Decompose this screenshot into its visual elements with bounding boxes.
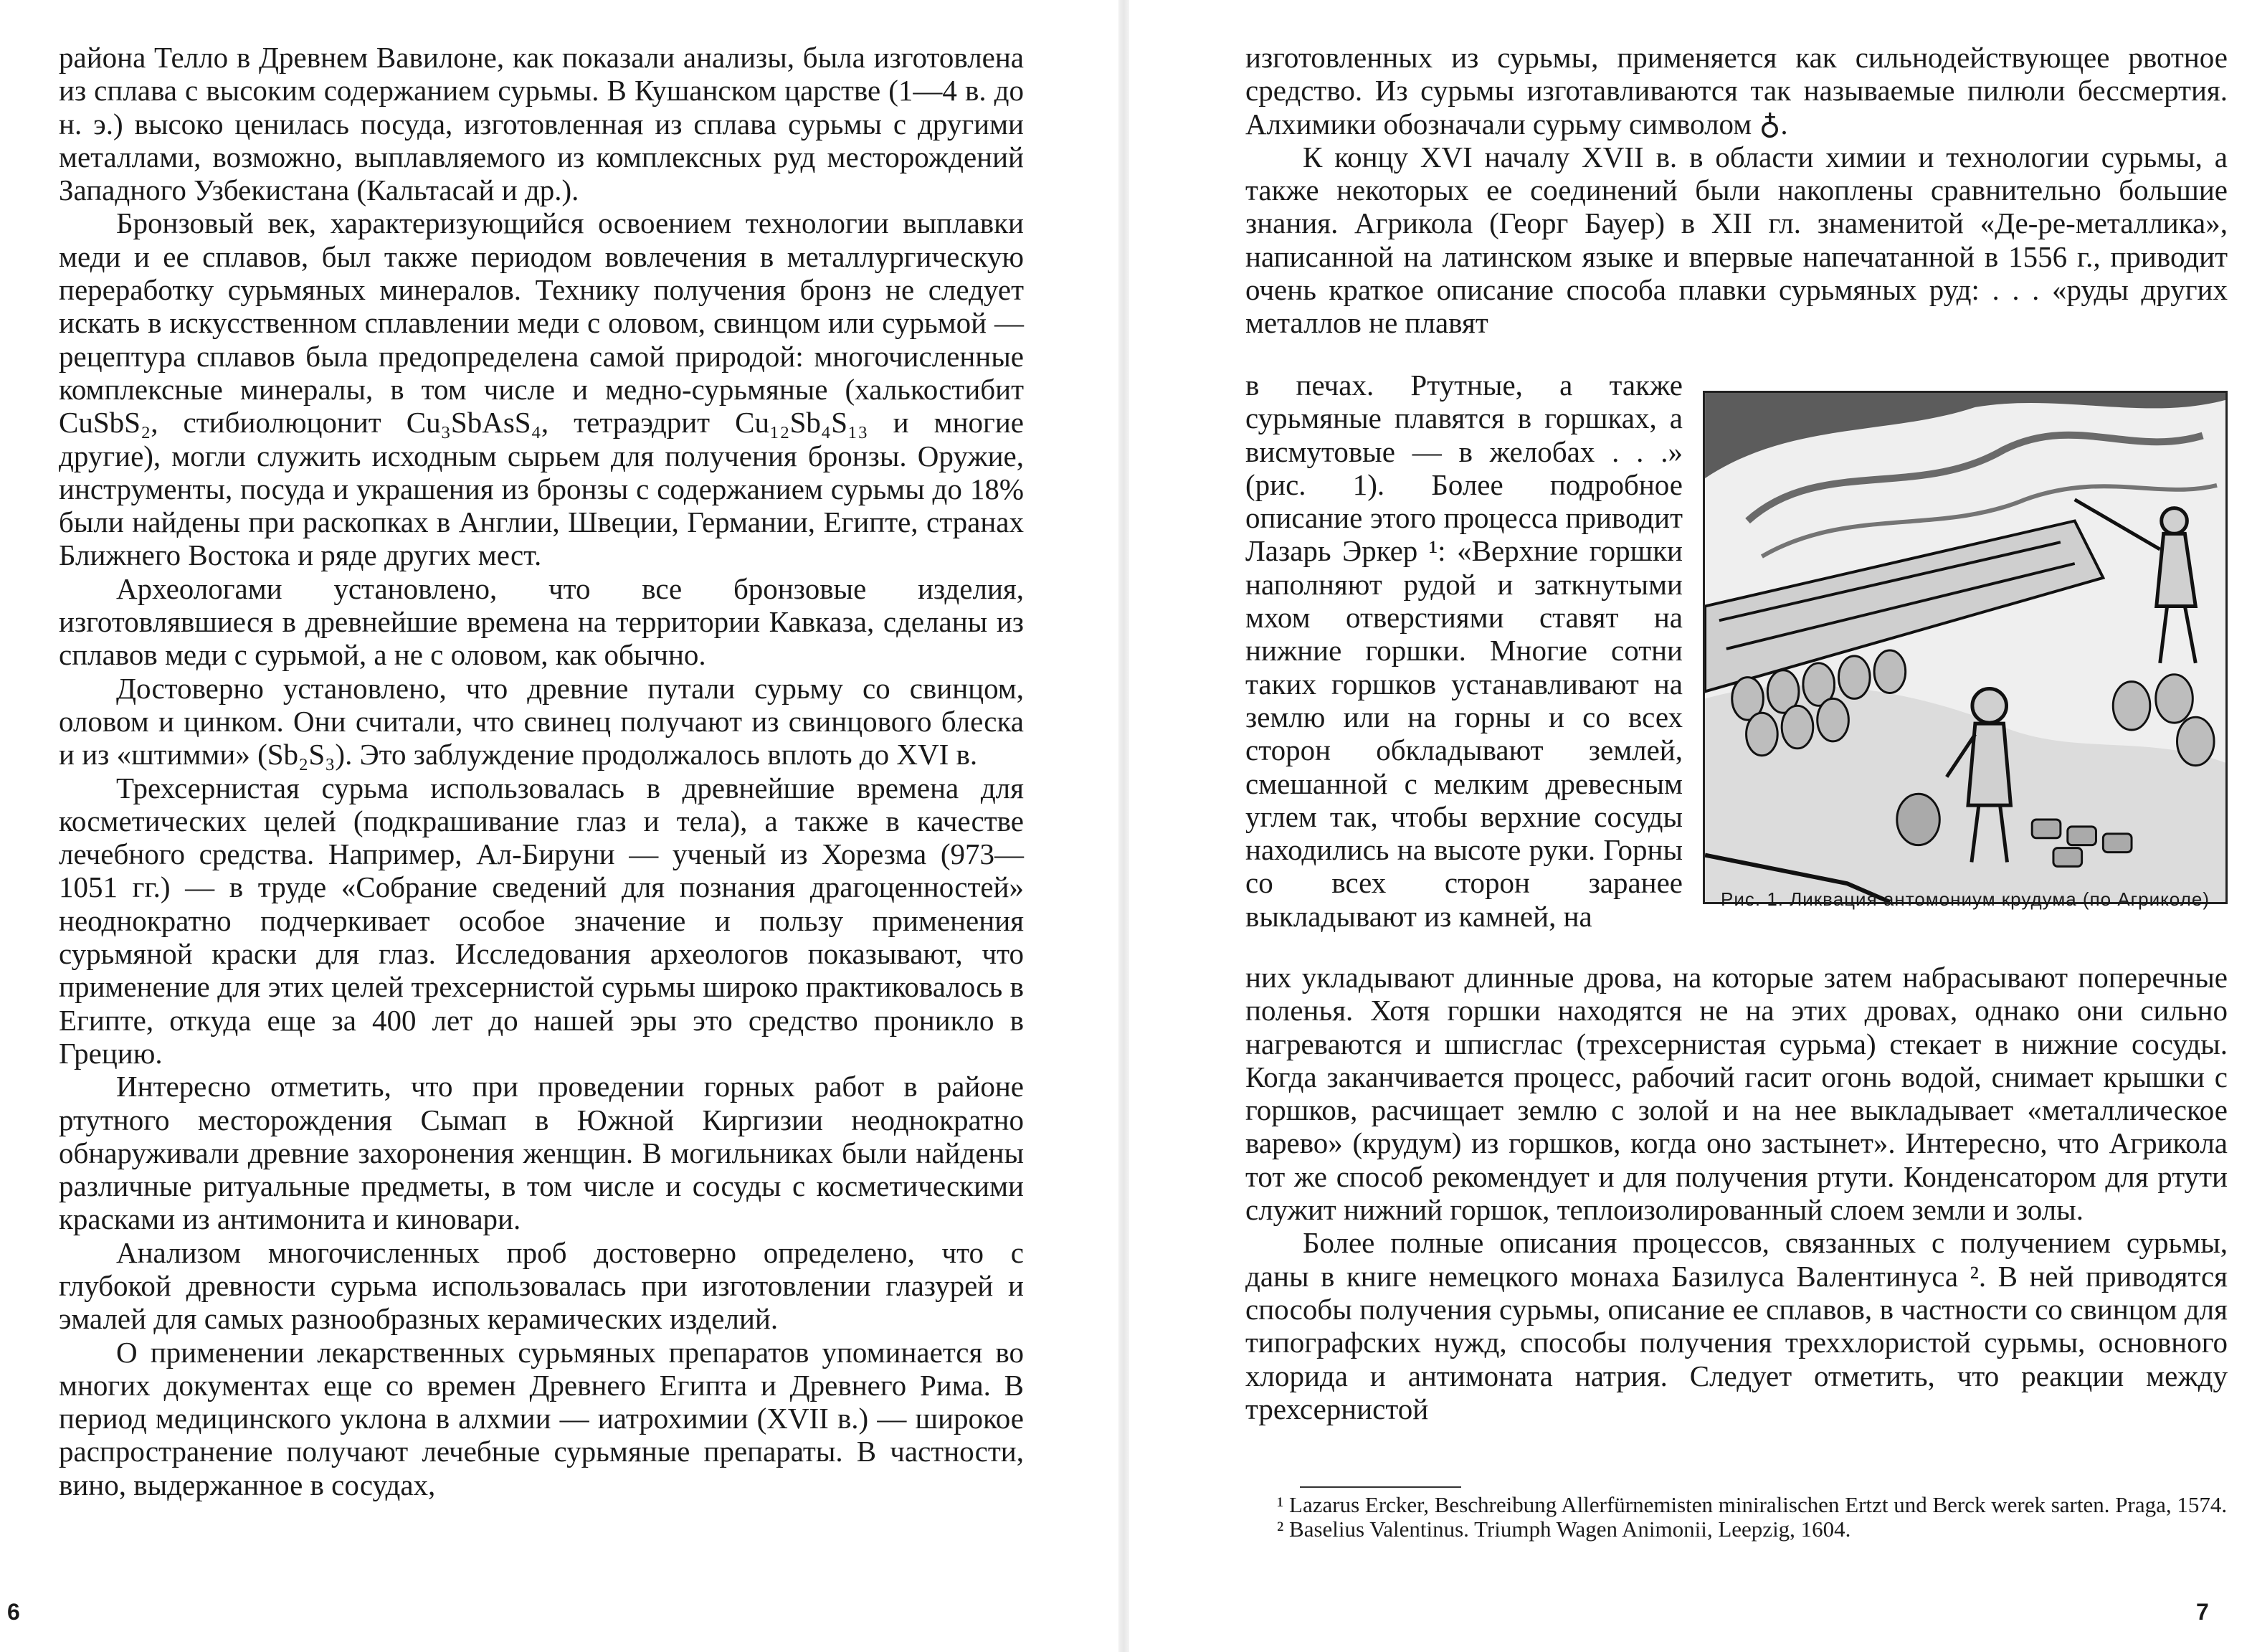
page-number: 6 [7,1599,20,1625]
right-page-bottom-text [1245,961,2228,1425]
paragraph: Достоверно установлено, что древние путали сурьму со свинцом, оловом и цинком. Они считали, что свинец получают из свинцового блеска и из «штимми» (Sb₂S₃). Это заблуждение продолжалось вплоть до XVI в. [59,671,1024,772]
right-page-top-text [1245,41,2228,340]
woodcut-image [1705,393,2225,902]
footnote: ² Baselius Valentinus. Triumph Wagen Animonii, Leepzig, 1604. [1277,1516,1851,1542]
footnote: ¹ Lazarus Ercker, Beschreibung Allerfürnemisten miniralischen Ertzt und Berck werek sarten. Praga, 1574. [1277,1492,2228,1517]
footnote-separator [1300,1486,1461,1488]
paragraph: в печах. Ртутные, а также сурьмяные плавятся в горшках, а висмутовые — в желобах . . .» (рис. 1). Более подробное описание этого процесса приводит Лазарь Эркер ¹: «Верхние горшки наполняют рудой и заткнутыми мхом отверстиями ставят на нижние горшки. Многие сотни таких горшков устанавливают на землю или на горны и со всех сторон обкладывают землей, смешанной с мелким древесным углем так, чтобы верхние сосуды находились на высоте руки. Горны со всех сторон заранее выкладывают из камней, на [1245,369,1683,933]
paragraph: Бронзовый век, характеризующийся освоением технологии выплавки меди и ее сплавов, был также периодом вовлечения в металлургическую переработку сурьмяных минералов. Технику получения бронз не следует искать в искусственном сплавлении меди с оловом, свинцом или сурьмой — рецептура сплавов была предопределена самой природой: многочисленные комплексные минералы, в том числе и медно-сурьмяные (халькостибит CuSbS₂, стибиолюцонит Cu₃SbAsS₄, тетраэдрит Cu₁₂Sb₄S₁₃ и многие другие), могли служить исходным сырьем для получения бронзы. Оружие, инструменты, посуда и украшения из бронзы с содержанием сурьмы до 18% были найдены при раскопках в Англии, Швеции, Германии, Египте, странах Ближнего Востока и ряде других мест. [59,206,1024,572]
right-page [1129,0,2252,1652]
left-page [0,0,1118,1652]
paragraph: Анализом многочисленных проб достоверно определено, что с глубокой древности сурьма использовалась при изготовлении глазурей и эмалей для самых разнообразных керамических изделий. [59,1235,1024,1336]
figure-woodcut-illustration [1703,391,2228,904]
figure-caption: Рис. 1. Ликвация антомониум крудума (по Агриколе) [1721,888,2210,910]
paragraph: них укладывают длинные дрова, на которые затем набрасывают поперечные поленья. Хотя горшки находятся не на этих дровах, однако они сильно нагреваются и шписглас (трехсернистая сурьма) стекает в нижние сосуды. Когда заканчивается процесс, рабочий гасит огонь водой, снимает крышки с горшков, расчищает землю с золой и на нее выкладывает «металлическое варево» (крудум) из горшков, когда оно застынет». Интересно, что Агрикола тот же способ рекомендует и для получения ртути. Конденсатором для ртути служит нижний горшок, теплоизолированный слоем земли и золы. [1245,961,2228,1227]
page-number: 7 [2196,1599,2209,1625]
footnotes [1245,1493,2228,1542]
paragraph: Трехсернистая сурьма использовалась в древнейшие времена для косметических целей (подкрашивание глаз и тела), а также в качестве лечебного средства. Например, Ал-Бируни — ученый из Хорезма (973—1051 гг.) — в труде «Собрание сведений для познания драгоценностей» неоднократно подчеркивает особое значение и пользу применения сурьмяной краски для глаз. Исследования археологов показывают, что применение для этих целей трехсернистой сурьмы широко практиковалось в Египте, откуда еще за 400 лет до нашей эры это средство проникло в Грецию. [59,771,1024,1070]
paragraph: изготовленных из сурьмы, применяется как сильнодействующее рвотное средство. Из сурьмы изготавливаются так называемые пилюли бессмертия. Алхимики обозначали сурьму символом ♁. [1245,41,2228,141]
paragraph: Археологами установлено, что все бронзовые изделия, изготовлявшиеся в древнейшие времена на территории Кавказа, сделаны из сплавов меди с сурьмой, а не с оловом, как обычно. [59,571,1024,672]
paragraph: К концу XVI началу XVII в. в области химии и технологии сурьмы, а также некоторых ее соединений были накоплены сравнительно большие знания. Агрикола (Георг Бауер) в XII гл. знаменитой «Де-ре-металлика», написанной на латинском языке и впервые напечатанной в 1556 г., приводит очень краткое описание способа плавки сурьмяных руд: . . . «руды других металлов не плавят [1245,140,2228,340]
paragraph: Более полные описания процессов, связанных с получением сурьмы, даны в книге немецкого монаха Базилуса Валентинуса ². В ней приводятся способы получения сурьмы, описание ее сплавов, в частности со свинцом для типографских нужд, способы получения треххлористой сурьмы, основного хлорида и антимоната натрия. Следует отметить, что реакции между трехсернистой [1245,1226,2228,1425]
paragraph: района Телло в Древнем Вавилоне, как показали анализы, была изготовлена из сплава с высоким содержанием сурьмы. В Кушанском царстве (1—4 в. до н. э.) высоко ценилась посуда, изготовленная из сплава сурьмы с другими металлами, возможно, выплавляемого из комплексных руд месторождений Западного Узбекистана (Кальтасай и др.). [59,41,1024,207]
book-gutter [1118,0,1129,1652]
paragraph: Интересно отметить, что при проведении горных работ в районе ртутного месторождения Сымап в Южной Киргизии неоднократно обнаруживали древние захоронения женщин. В могильниках были найдены различные ритуальные предметы, в том числе и сосуды с косметическими красками из антимонита и киновари. [59,1070,1024,1236]
left-page-text [59,41,1024,1501]
paragraph: О применении лекарственных сурьмяных препаратов упоминается во многих документах еще со времен Древнего Египта и Древнего Рима. В период медицинского уклона в алхмии — иатрохимии (XVII в.) — широкое распространение получают лечебные сурьмяные препараты. В частности, вино, выдержанное в сосудах, [59,1335,1024,1501]
wrapped-text-column [1245,369,1683,933]
